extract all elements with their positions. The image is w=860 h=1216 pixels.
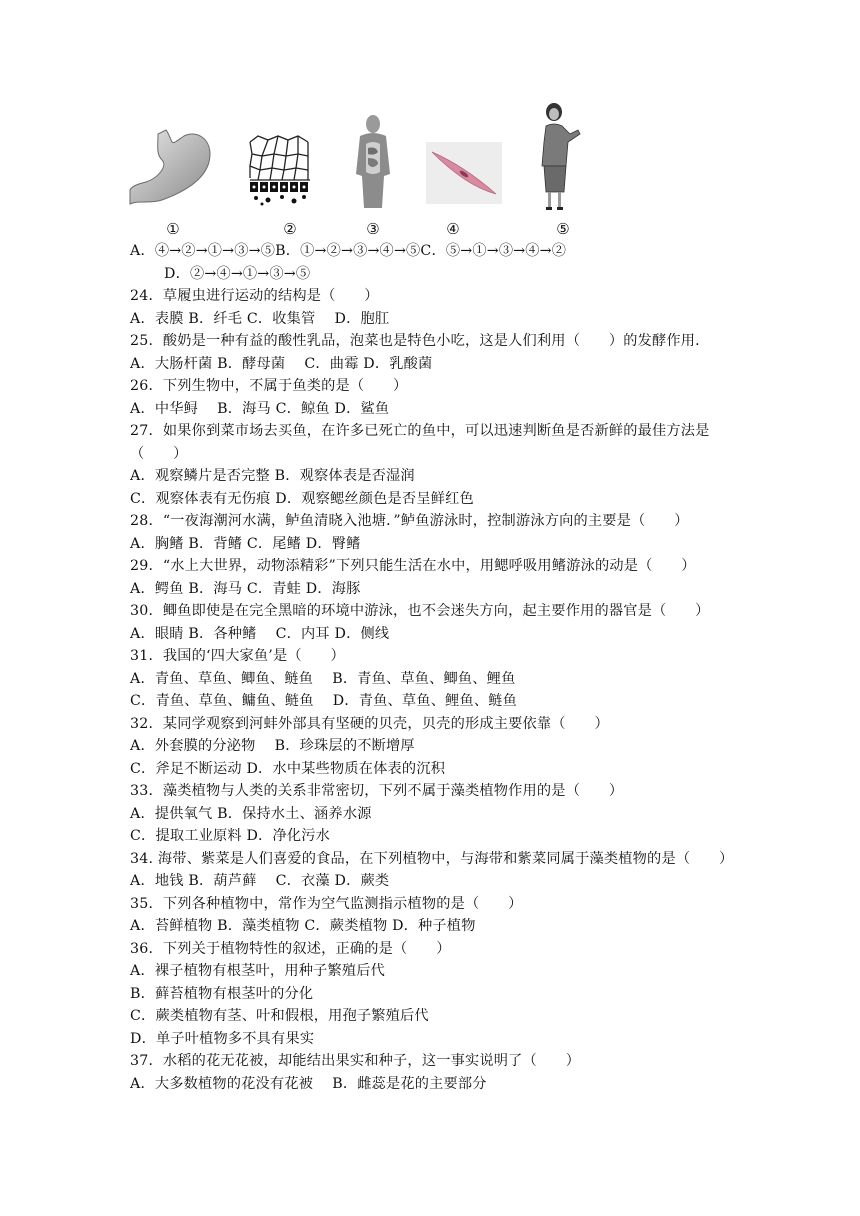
answer-options-33-ab: A．提供氧气 B．保持水土、涵养水源	[130, 805, 372, 822]
answer-options-31-ab: A．青鱼、草鱼、鲫鱼、鲢鱼 B．青鱼、草鱼、鲫鱼、鲤鱼	[130, 670, 516, 687]
answer-option-36-b: B．藓苔植物有根茎叶的分化	[130, 985, 314, 1002]
question-31: 31．我国的‘四大家鱼’是（ ）	[130, 648, 345, 664]
answer-option-36-c: C．蕨类植物有茎、叶和假根，用孢子繁殖后代	[130, 1008, 429, 1024]
question-30: 30．鲫鱼即使是在完全黑暗的环境中游泳，也不会迷失方向，起主要作用的器官是（ ）	[130, 603, 710, 619]
answer-options-34: A．地钱 B．葫芦藓 C．衣藻 D．蕨类	[130, 873, 390, 889]
answer-options-27-cd: C．观察体表有无伤痕 D．观察鳃丝颜色是否呈鲜红色	[130, 490, 474, 507]
answer-options-25: A．大肠杆菌 B．酵母菌 C．曲霉 D．乳酸菌	[130, 355, 433, 372]
question-text	[130, 240, 740, 1095]
question-37: 37．水稻的花无花被，却能结出果实和种子，这一事实说明了（ ）	[130, 1053, 581, 1069]
answer-options-30: A．眼睛 B．各种鳍 C．内耳 D．侧线	[130, 625, 390, 642]
question-29: 29．“水上大世界，动物添精彩”下列只能生活在水中，用鳃呼吸用鳍游泳的动是（ ）	[130, 558, 696, 574]
stomach-icon	[128, 128, 214, 208]
answer-option-36-a: A．裸子植物有根茎叶，用种子繁殖后代	[130, 963, 386, 979]
answer-option-36-d: D．单子叶植物多不具有果实	[130, 1030, 315, 1047]
answer-options-32-cd: C．斧足不断运动 D．水中某些物质在体表的沉积	[130, 760, 446, 777]
answer-options-31-cd: C．青鱼、草鱼、鳙鱼、鲢鱼 D．青鱼、草鱼、鲤鱼、鲢鱼	[130, 693, 518, 709]
answer-options-24: A．表膜 B．纤毛 C．收集管 D．胞肛	[130, 310, 390, 327]
question-27-cont: （ ）	[130, 445, 188, 462]
question-24: 24．草履虫进行运动的结构是（ ）	[130, 288, 379, 304]
figure-label-2: ②	[283, 220, 297, 238]
question-27: 27．如果你到菜市场去买鱼，在许多已死亡的鱼中，可以迅速判断鱼是否新鲜的最佳方法是	[130, 423, 710, 439]
question-25: 25．酸奶是一种有益的酸性乳品，泡菜也是特色小吃，这是人们利用（ ）的发酵作用．	[130, 333, 710, 349]
human-digestive-system-icon	[350, 114, 396, 210]
answer-options-27-ab: A．观察鳞片是否完整 B．观察体表是否湿润	[130, 468, 415, 484]
answer-options-26: A．中华鲟 B．海马 C．鲸鱼 D．鲨鱼	[130, 400, 390, 417]
figure-label-1: ①	[166, 220, 180, 238]
question-32: 32．某同学观察到河蚌外部具有坚硬的贝壳，贝壳的形成主要依靠（ ）	[130, 715, 609, 732]
answer-options-29: A．鳄鱼 B．海马 C．青蛙 D．海豚	[130, 580, 361, 597]
answer-options-23-d: D．②→④→①→③→⑤	[164, 265, 311, 282]
muscle-cell-icon	[426, 142, 502, 204]
question-33: 33．藻类植物与人类的关系非常密切，下列不属于藻类植物作用的是（ ）	[130, 783, 624, 799]
question-28: 28．“一夜海潮河水满，鲈鱼清晓入池塘．”鲈鱼游泳时，控制游泳方向的主要是（ ）	[130, 513, 689, 529]
question-36: 36．下列关于植物特性的叙述，正确的是（ ）	[130, 940, 451, 957]
figure-label-5: ⑤	[556, 220, 570, 238]
answer-options-28: A．胸鳍 B．背鳍 C．尾鳍 D．臀鳍	[130, 535, 361, 552]
figure-label-3: ③	[366, 220, 380, 238]
woman-figure-icon	[538, 102, 582, 212]
answer-options-35: A．苔鲜植物 B．藻类植物 C．蕨类植物 D．种子植物	[130, 918, 476, 934]
question-35: 35．下列各种植物中，常作为空气监测指示植物的是（ ）	[130, 895, 523, 912]
answer-options-32-ab: A．外套膜的分泌物 B．珍珠层的不断增厚	[130, 738, 415, 754]
answer-options-33-cd: C．提取工业原料 D．净化污水	[130, 828, 330, 844]
question-26: 26．下列生物中，不属于鱼类的是（ ）	[130, 378, 408, 394]
answer-options-23: A．④→②→①→③→⑤B．①→②→③→④→⑤C．⑤→①→③→④→②	[130, 243, 567, 259]
answer-options-37-ab: A．大多数植物的花没有花被 B．雌蕊是花的主要部分	[130, 1075, 487, 1092]
figure-label-4: ④	[446, 220, 460, 238]
epithelial-tissue-icon	[248, 134, 312, 206]
figure-row	[120, 100, 640, 240]
question-34: 34. 海带、紫菜是人们喜爱的食品，在下列植物中，与海带和紫菜同属于藻类植物的是（ ）	[130, 850, 734, 867]
